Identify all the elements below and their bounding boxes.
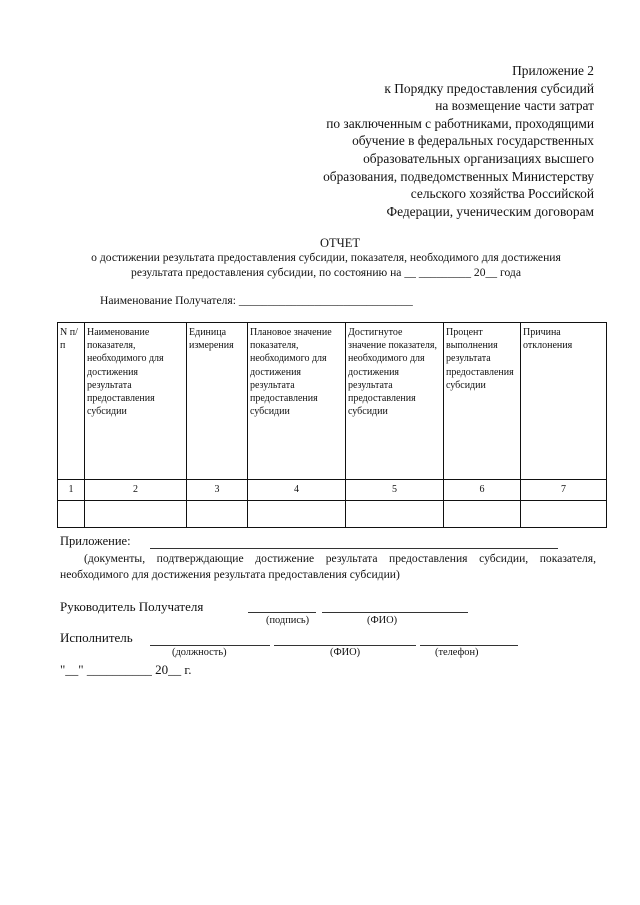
appendix-block [323,62,594,220]
table-header-row [58,323,607,480]
date-line: "__" __________ 20__ г. [60,662,192,677]
appendix-line: к Порядку предоставления субсидий [384,80,594,96]
column-number: 5 [346,480,444,501]
report-subtitle: о достижении результата предоставления субсидии, показателя, необходимого для достижения результата предоставления субсидии, по состоянию на __ _________ 20__ года [91,251,561,279]
attachment-note: (документы, подтверждающие достижение результата предоставления субсидии, показателя, необходимого для достижения результата предоставления субсидии) [60,552,596,581]
column-number: 6 [444,480,521,501]
column-number: 7 [521,480,607,501]
executor-phone-line [420,645,518,646]
report-title: ОТЧЕТ [319,236,361,250]
executor-position-caption: (должность) [172,647,227,658]
recipient-label: Наименование Получателя: ______________________________ [100,294,413,307]
table-cell [444,501,521,528]
attachment-label: Приложение: [60,534,131,548]
header-cell: Единица измерения [187,323,248,480]
report-table [57,322,607,528]
executor-phone-caption: (телефон) [435,647,479,658]
column-number: 3 [187,480,248,501]
table-row [58,501,607,528]
head-label: Руководитель Получателя [60,599,204,614]
appendix-line: обучение в федеральных государственных [352,133,594,149]
column-number-row [58,480,607,501]
table-cell [248,501,346,528]
header-cell: Наименование показателя, необходимого для достижения результата предоставления субсидии [85,323,187,480]
appendix-line: Федерации, ученическим договорам [386,203,594,219]
appendix-line: Приложение 2 [512,63,594,78]
attachment-line [150,548,558,549]
table-cell [187,501,248,528]
appendix-line: образовательных организациях высшего [363,150,594,166]
executor-position-line [150,645,270,646]
table-cell [346,501,444,528]
head-name-caption: (ФИО) [367,615,398,626]
header-cell: Достигнутое значение показателя, необходимого для достижения результата предоставления субсидии [346,323,444,480]
appendix-line: образования, подведомственных Министерству [323,168,594,184]
appendix-line: сельского хозяйства Российской [410,186,594,202]
executor-name-line [274,645,416,646]
header-cell: Причина отклонения [521,323,607,480]
header-cell: Процент выполнения результата предоставления субсидии [444,323,521,480]
executor-label: Исполнитель [60,630,133,645]
appendix-line: на возмещение части затрат [435,98,594,114]
header-cell: Плановое значение показателя, необходимого для достижения результата предоставления субсидии [248,323,346,480]
table-cell [58,501,85,528]
header-cell: N п/п [58,323,85,480]
table-cell [85,501,187,528]
table-cell [521,501,607,528]
head-name-line [322,612,468,613]
appendix-line: по заключенным с работниками, проходящими [326,115,594,131]
executor-name-caption: (ФИО) [330,647,361,658]
column-number: 4 [248,480,346,501]
column-number: 2 [85,480,187,501]
column-number: 1 [58,480,85,501]
head-signature-line [248,612,316,613]
head-sign-caption: (подпись) [266,615,310,626]
